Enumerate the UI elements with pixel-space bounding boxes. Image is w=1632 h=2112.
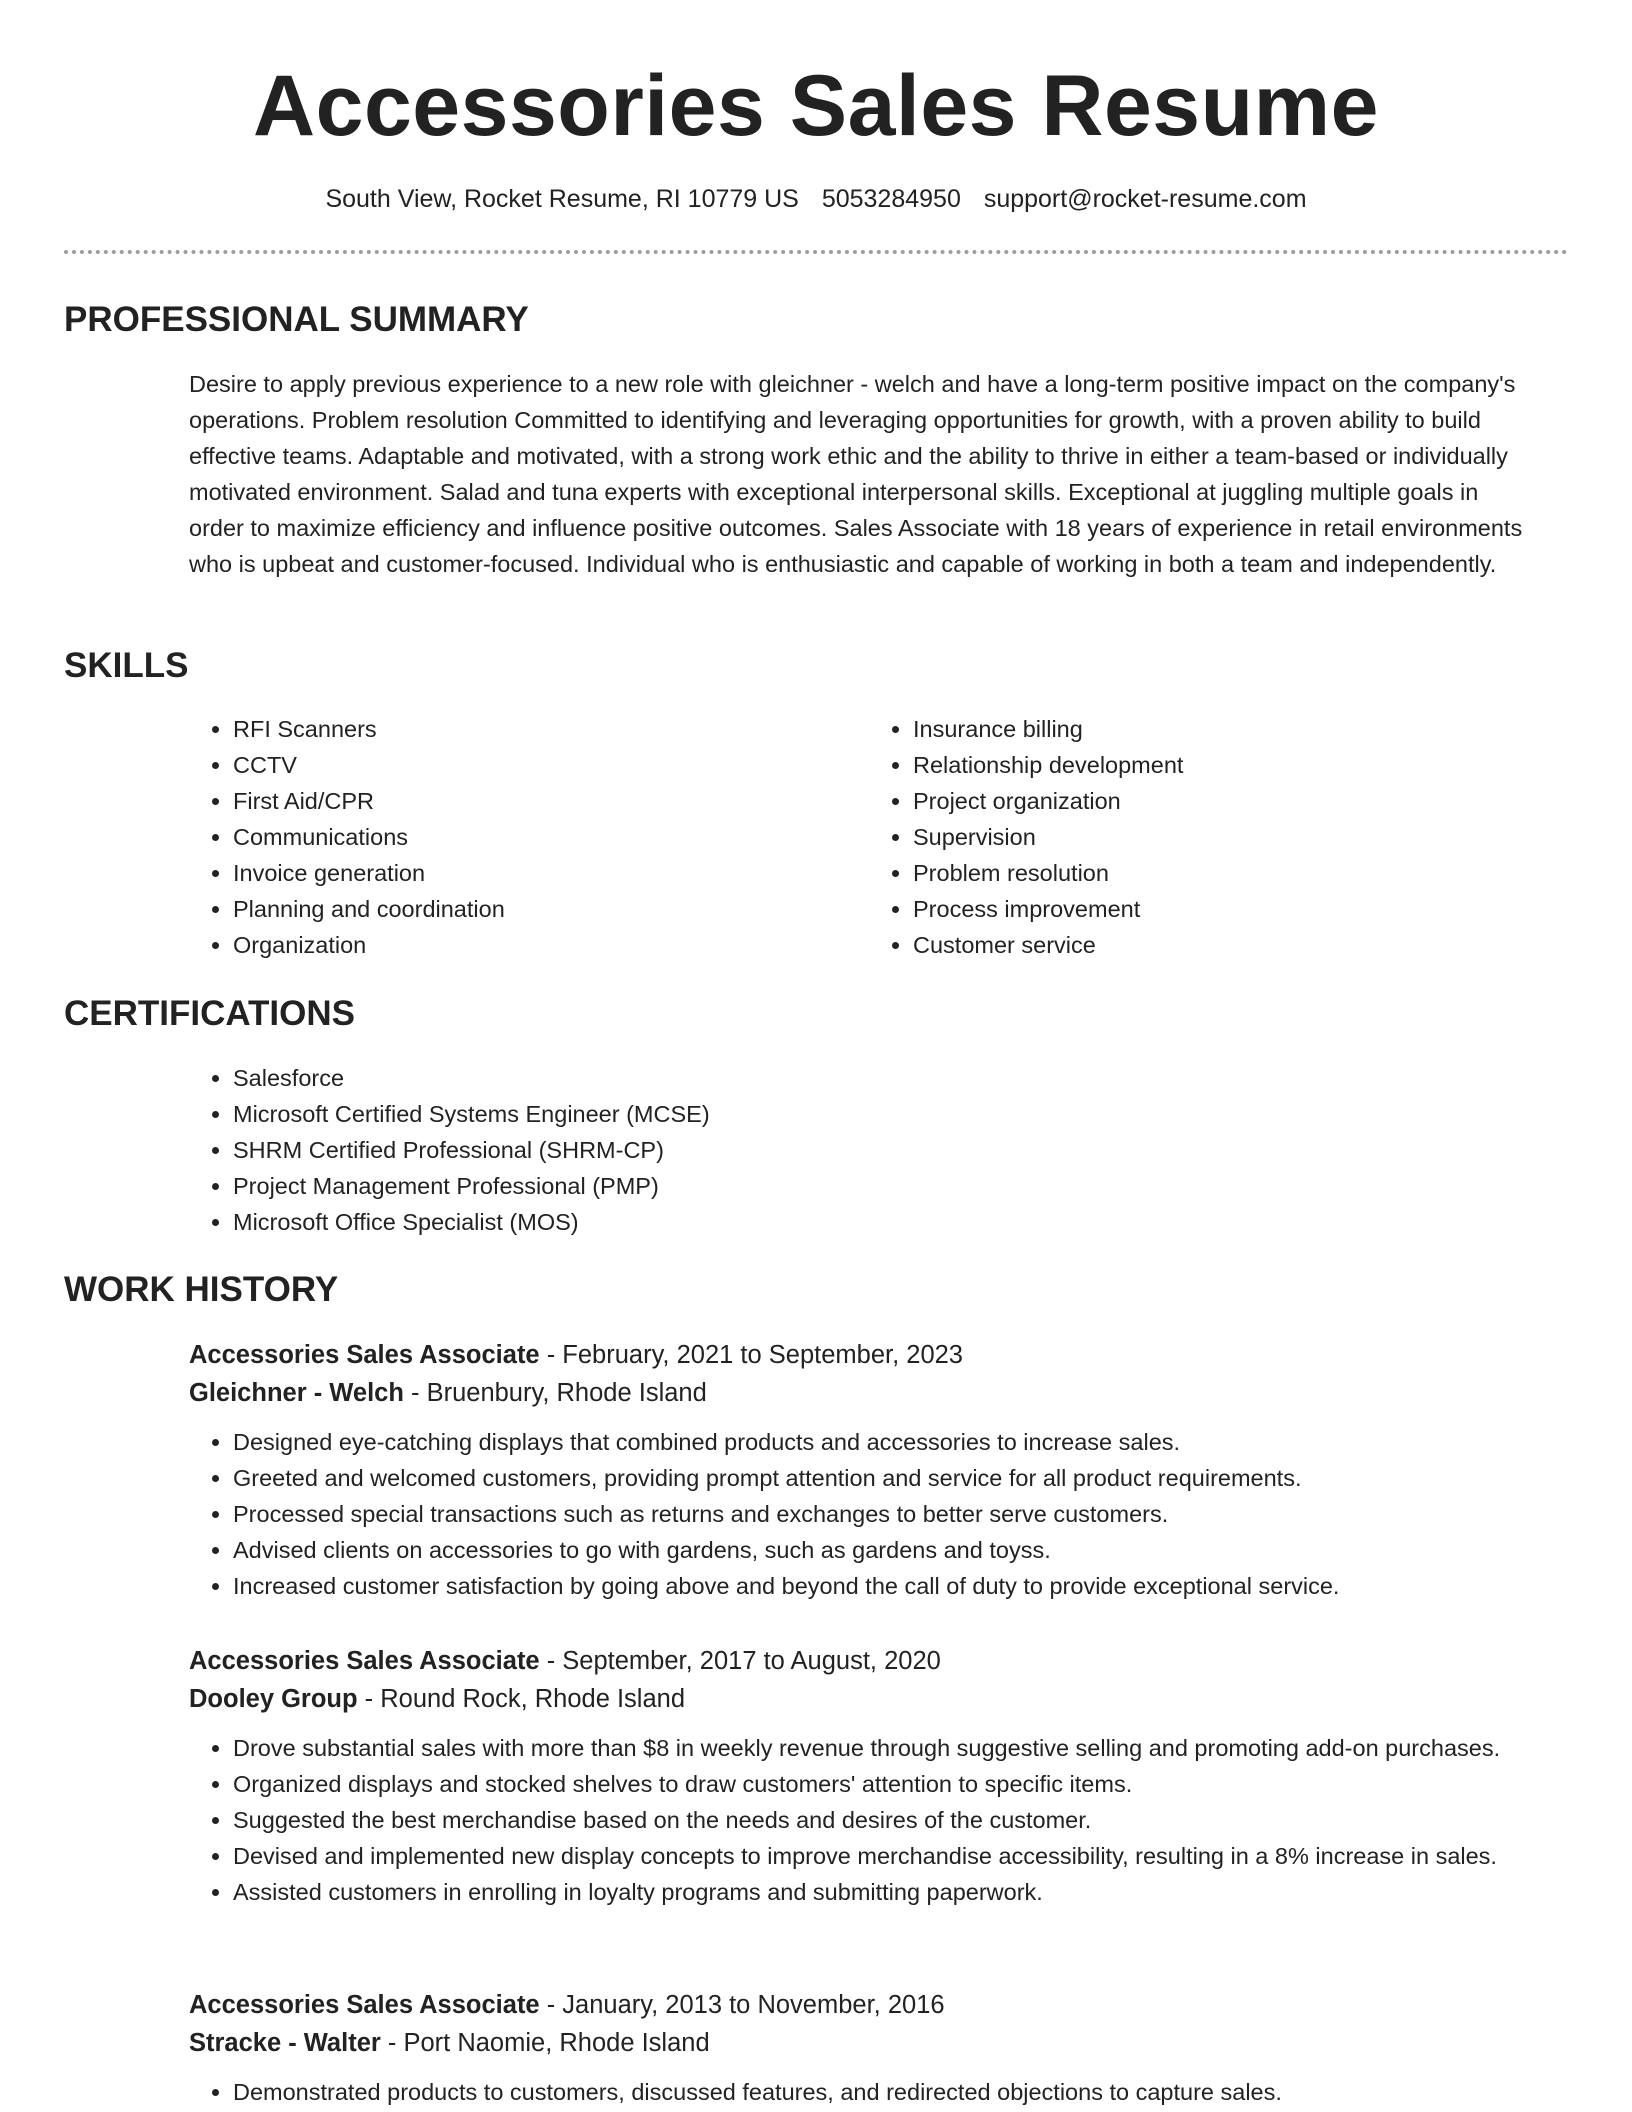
contact-email: support@rocket-resume.com bbox=[983, 185, 1307, 213]
list-item: • Organized displays and stocked shelves to draw customers' attention to specific items. bbox=[233, 1766, 1589, 1802]
job-company-line bbox=[189, 1374, 1589, 1412]
list-item: • Invoice generation bbox=[233, 855, 809, 891]
job-location: - Round Rock, Rhode Island bbox=[357, 1685, 686, 1713]
section-title-summary: PROFESSIONAL SUMMARY bbox=[64, 300, 529, 339]
section-title-certifications: CERTIFICATIONS bbox=[64, 994, 356, 1033]
list-item: • Insurance billing bbox=[913, 711, 1489, 747]
list-item: • Project organization bbox=[913, 783, 1489, 819]
list-item: • CCTV bbox=[233, 747, 809, 783]
skills-list-left bbox=[189, 711, 809, 963]
list-item: • Devised and implemented new display concepts to improve merchandise accessibility, resulting in a 8% increase in sales. bbox=[233, 1838, 1589, 1874]
job-title-line bbox=[189, 1986, 1589, 2024]
job-title-line bbox=[189, 1336, 1589, 1374]
job-dates: - February, 2021 to September, 2023 bbox=[539, 1341, 963, 1369]
skills-column-right bbox=[869, 711, 1489, 963]
skills-column-left bbox=[189, 711, 809, 963]
job-location: - Port Naomie, Rhode Island bbox=[380, 2029, 710, 2057]
job-entry-3 bbox=[189, 1986, 1589, 2110]
list-item: • Increased customer satisfaction by going above and beyond the call of duty to provide exceptional service. bbox=[233, 1568, 1589, 1604]
job-dates: - January, 2013 to November, 2016 bbox=[539, 1991, 945, 2019]
job-entry-1 bbox=[189, 1336, 1589, 1604]
list-item: • Supervision bbox=[913, 819, 1489, 855]
contact-address: South View, Rocket Resume, RI 10779 US bbox=[325, 185, 799, 213]
summary-text: Desire to apply previous experience to a new role with gleichner - welch and have a long-term positive impact on the company's operations. Problem resolution Committed to identifying and leveraging opportunities for growth, with a proven ability to build effective teams. Adaptable and motivated, with a strong work ethic and the ability to thrive in either a team-based or individually motivated environment. Salad and tuna experts with exceptional interpersonal skills. Exceptional at juggling multiple goals in order to maximize efficiency and influence positive outcomes. Sales Associate with 18 years of experience in retail environments who is upbeat and customer-focused. Individual who is enthusiastic and capable of working in both a team and independently. bbox=[189, 371, 1523, 577]
list-item: • Designed eye-catching displays that combined products and accessories to increase sales. bbox=[233, 1424, 1589, 1460]
list-item: • Microsoft Certified Systems Engineer (MCSE) bbox=[233, 1096, 1489, 1132]
job-dates: - September, 2017 to August, 2020 bbox=[539, 1647, 941, 1675]
list-item: • Greeted and welcomed customers, providing prompt attention and service for all product requirements. bbox=[233, 1460, 1589, 1496]
list-item: • Planning and coordination bbox=[233, 891, 809, 927]
list-item: • RFI Scanners bbox=[233, 711, 809, 747]
list-item: • Processed special transactions such as returns and exchanges to better serve customers. bbox=[233, 1496, 1589, 1532]
list-item: • Customer service bbox=[913, 927, 1489, 963]
list-item: • Suggested the best merchandise based on the needs and desires of the customer. bbox=[233, 1802, 1589, 1838]
list-item: • SHRM Certified Professional (SHRM-CP) bbox=[233, 1132, 1489, 1168]
list-item: • Communications bbox=[233, 819, 809, 855]
list-item: • Problem resolution bbox=[913, 855, 1489, 891]
header-divider bbox=[64, 250, 1568, 254]
list-item: • Project Management Professional (PMP) bbox=[233, 1168, 1489, 1204]
job-company: Stracke - Walter bbox=[189, 2029, 381, 2057]
job-company: Dooley Group bbox=[189, 1685, 358, 1713]
section-title-skills: SKILLS bbox=[64, 646, 189, 685]
job-title-line bbox=[189, 1642, 1589, 1680]
job-bullets bbox=[189, 1424, 1589, 1604]
job-title: Accessories Sales Associate bbox=[189, 1991, 540, 2019]
job-entry-2 bbox=[189, 1642, 1589, 1910]
list-item: • Advised clients on accessories to go with gardens, such as gardens and toyss. bbox=[233, 1532, 1589, 1568]
section-title-work-history: WORK HISTORY bbox=[64, 1270, 339, 1309]
certifications-list bbox=[189, 1060, 1489, 1240]
skills-list-right bbox=[869, 711, 1489, 963]
contact-phone: 5053284950 bbox=[821, 185, 961, 213]
list-item: • Microsoft Office Specialist (MOS) bbox=[233, 1204, 1489, 1240]
job-location: - Bruenbury, Rhode Island bbox=[403, 1379, 707, 1407]
list-item: • Demonstrated products to customers, discussed features, and redirected objections to capture sales. bbox=[233, 2074, 1589, 2110]
list-item: • Assisted customers in enrolling in loyalty programs and submitting paperwork. bbox=[233, 1874, 1589, 1910]
job-bullets bbox=[189, 1730, 1589, 1910]
list-item: • Relationship development bbox=[913, 747, 1489, 783]
contact-line bbox=[0, 182, 1632, 216]
job-company-line bbox=[189, 1680, 1589, 1718]
list-item: • Salesforce bbox=[233, 1060, 1489, 1096]
job-bullets bbox=[189, 2074, 1589, 2110]
list-item: • First Aid/CPR bbox=[233, 783, 809, 819]
certifications-block bbox=[189, 1060, 1489, 1240]
job-title: Accessories Sales Associate bbox=[189, 1341, 540, 1369]
job-company-line bbox=[189, 2024, 1589, 2062]
job-company: Gleichner - Welch bbox=[189, 1379, 404, 1407]
job-title: Accessories Sales Associate bbox=[189, 1647, 540, 1675]
resume-title: Accessories Sales Resume bbox=[253, 58, 1379, 154]
list-item: • Drove substantial sales with more than $8 in weekly revenue through suggestive selling and promoting add-on purchases. bbox=[233, 1730, 1589, 1766]
list-item: • Process improvement bbox=[913, 891, 1489, 927]
list-item: • Organization bbox=[233, 927, 809, 963]
